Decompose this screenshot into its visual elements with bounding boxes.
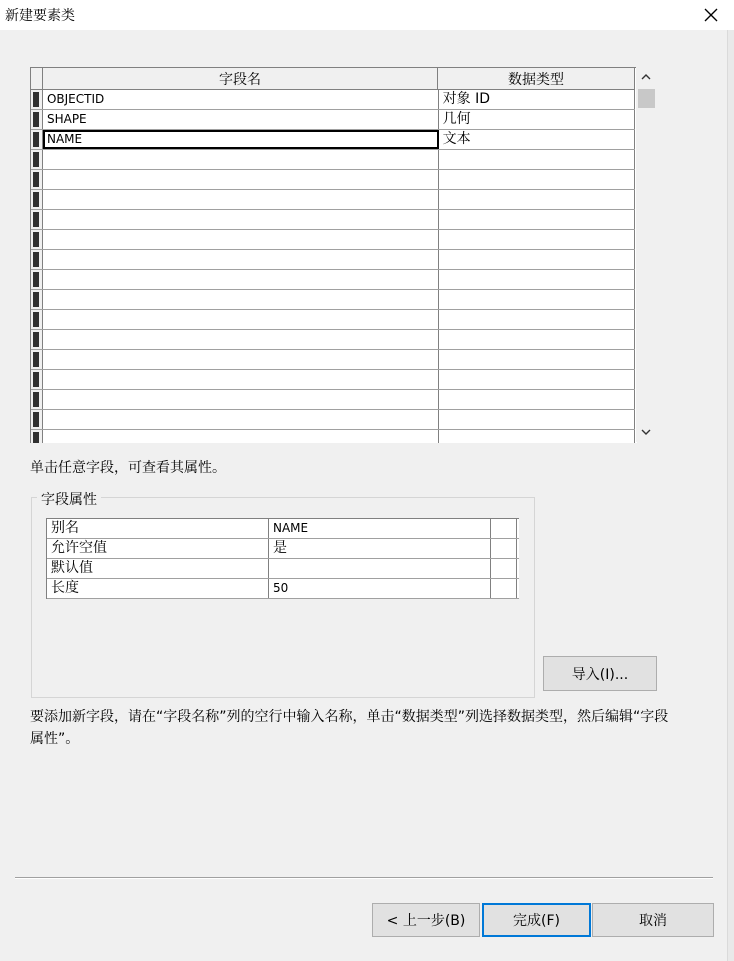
scroll-up-button[interactable] [636, 67, 656, 87]
table-row[interactable] [31, 390, 635, 410]
table-row[interactable] [31, 350, 635, 370]
data-type-cell[interactable]: 文本 [439, 130, 635, 149]
table-row[interactable] [31, 290, 635, 310]
property-row [47, 519, 519, 539]
import-button[interactable]: 导入(I)... [543, 656, 657, 691]
row-selector[interactable] [31, 330, 43, 349]
row-selector[interactable] [31, 190, 43, 209]
grid-header [31, 68, 635, 90]
scroll-thumb[interactable] [638, 89, 655, 108]
property-value[interactable] [269, 559, 491, 578]
field-name-cell[interactable] [43, 210, 439, 229]
property-label: 允许空值 [47, 539, 269, 558]
chevron-up-icon [641, 73, 651, 81]
property-button-cell[interactable] [491, 539, 517, 558]
column-header-data-type[interactable]: 数据类型 [438, 68, 635, 89]
row-selector[interactable] [31, 290, 43, 309]
property-row [47, 579, 519, 599]
field-name-cell[interactable] [43, 230, 439, 249]
table-row[interactable] [31, 250, 635, 270]
field-name-cell[interactable] [43, 410, 439, 429]
header-selector[interactable] [31, 68, 43, 89]
field-name-cell[interactable] [43, 170, 439, 189]
row-selector[interactable] [31, 250, 43, 269]
grid-rows [31, 90, 635, 443]
column-header-field-name[interactable]: 字段名 [43, 68, 438, 89]
field-name-cell[interactable]: NAME [43, 130, 439, 149]
data-type-cell[interactable]: 对象 ID [439, 90, 635, 109]
data-type-cell[interactable] [439, 190, 635, 209]
table-row[interactable] [31, 370, 635, 390]
data-type-cell[interactable] [439, 250, 635, 269]
field-name-cell[interactable] [43, 250, 439, 269]
table-row[interactable] [31, 270, 635, 290]
table-row[interactable] [31, 170, 635, 190]
field-name-cell[interactable] [43, 370, 439, 389]
field-properties-title: 字段属性 [37, 489, 101, 509]
instructions-text: 要添加新字段，请在“字段名称”列的空行中输入名称，单击“数据类型”列选择数据类型，然后编辑“字段属性”。 [30, 709, 669, 747]
data-type-cell[interactable] [439, 310, 635, 329]
table-row[interactable] [31, 190, 635, 210]
table-row[interactable] [31, 330, 635, 350]
table-row[interactable] [31, 110, 635, 130]
field-name-cell[interactable] [43, 310, 439, 329]
field-name-cell[interactable] [43, 290, 439, 309]
table-row[interactable] [31, 430, 635, 443]
table-row[interactable] [31, 150, 635, 170]
data-type-cell[interactable] [439, 370, 635, 389]
property-value[interactable]: 50 [269, 579, 491, 598]
property-button-cell[interactable] [491, 519, 517, 538]
row-selector[interactable] [31, 210, 43, 229]
chevron-down-icon [641, 428, 651, 436]
title-bar [0, 0, 734, 30]
window-edge [727, 30, 734, 961]
property-label: 别名 [47, 519, 269, 538]
table-row[interactable] [31, 310, 635, 330]
property-row [47, 559, 519, 579]
data-type-cell[interactable] [439, 270, 635, 289]
hint-text: 单击任意字段，可查看其属性。 [30, 460, 226, 476]
property-row [47, 539, 519, 559]
data-type-cell[interactable] [439, 170, 635, 189]
data-type-cell[interactable] [439, 430, 635, 443]
row-selector[interactable] [31, 150, 43, 169]
row-selector[interactable] [31, 430, 43, 443]
grid-scrollbar[interactable] [636, 67, 656, 442]
table-row[interactable] [31, 230, 635, 250]
field-properties-grid[interactable] [46, 518, 519, 599]
field-name-cell[interactable] [43, 430, 439, 443]
data-type-cell[interactable] [439, 150, 635, 169]
field-name-cell[interactable] [43, 190, 439, 209]
row-selector[interactable] [31, 270, 43, 289]
data-type-cell[interactable] [439, 290, 635, 309]
field-name-cell[interactable] [43, 270, 439, 289]
property-label: 长度 [47, 579, 269, 598]
property-value[interactable]: 是 [269, 539, 491, 558]
field-name-cell[interactable] [43, 150, 439, 169]
property-label: 默认值 [47, 559, 269, 578]
table-row[interactable] [31, 210, 635, 230]
table-row[interactable] [31, 130, 635, 150]
data-type-cell[interactable] [439, 410, 635, 429]
row-selector[interactable] [31, 90, 43, 109]
field-name-cell[interactable] [43, 330, 439, 349]
row-selector[interactable] [31, 110, 43, 129]
row-selector[interactable] [31, 170, 43, 189]
table-row[interactable] [31, 90, 635, 110]
data-type-cell[interactable] [439, 350, 635, 369]
row-selector[interactable] [31, 130, 43, 149]
field-name-cell[interactable] [43, 350, 439, 369]
row-selector[interactable] [31, 350, 43, 369]
cancel-button[interactable]: 取消 [592, 903, 714, 937]
row-selector[interactable] [31, 310, 43, 329]
data-type-cell[interactable] [439, 330, 635, 349]
row-selector[interactable] [31, 230, 43, 249]
field-name-cell[interactable]: SHAPE [43, 110, 439, 129]
footer-separator [15, 877, 713, 879]
back-button[interactable]: < 上一步(B) [372, 903, 480, 937]
data-type-cell[interactable] [439, 210, 635, 229]
fields-grid[interactable] [30, 67, 637, 443]
scroll-down-button[interactable] [636, 422, 656, 442]
field-name-cell[interactable] [43, 390, 439, 409]
data-type-cell[interactable] [439, 390, 635, 409]
row-selector[interactable] [31, 410, 43, 429]
close-icon [704, 8, 718, 22]
row-selector[interactable] [31, 370, 43, 389]
field-name-cell[interactable]: OBJECTID [43, 90, 439, 109]
window-title: 新建要素类 [5, 8, 75, 24]
data-type-cell[interactable]: 几何 [439, 110, 635, 129]
finish-button[interactable]: 完成(F) [482, 903, 591, 937]
data-type-cell[interactable] [439, 230, 635, 249]
close-button[interactable] [688, 0, 734, 30]
property-button-cell[interactable] [491, 559, 517, 578]
property-button-cell[interactable] [491, 579, 517, 598]
table-row[interactable] [31, 410, 635, 430]
property-value[interactable]: NAME [269, 519, 491, 538]
row-selector[interactable] [31, 390, 43, 409]
